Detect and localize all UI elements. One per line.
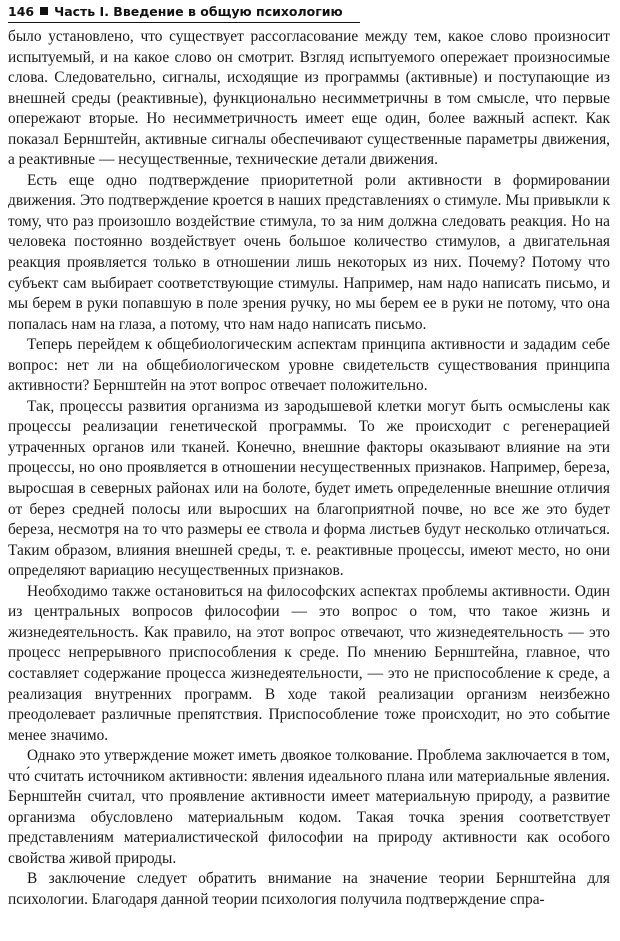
paragraph: Теперь перейдем к общебиологическим аспектам принципа активности и зададим себе вопрос: нет ли на общебиологическом уровне свидетельств существования принципа активности? Бернштейн на этот вопрос отвечает положительно. <box>8 336 610 395</box>
square-bullet-icon <box>40 7 48 15</box>
body-text <box>8 27 610 911</box>
chapter-title: Часть I. Введение в общую психологию <box>54 3 343 19</box>
paragraph: было установлено, что существует рассогласование между тем, какое слово произносит испытуемый, и на какое слово он смотрит. Взгляд испытуемого опережает произносимые слова. Следовательно, сигналы, исходящие из программы (активные) и поступающие из внешней среды (реактивные), функционально несимметричны в том смысле, что первые опережают вторые. Но несимметричность имеет еще один, более важный аспект. Как показал Бернштейн, активные сигналы обеспечивают существенные параметры движения, а реактивные — несущественные, технические детали движения. <box>8 28 610 169</box>
header-rule <box>8 22 360 23</box>
paragraph: Так, процессы развития организма из зародышевой клетки могут быть осмыслены как процессы реализации генетической программы. То же происходит с регенерацией утраченных органов или тканей. Конечно, внешние факторы оказывают влияние на эти процессы, но оно проявляется в отношении несущественных признаков. Например, береза, выросшая в северных районах или на болоте, будет иметь определенные внешние отличия от берез средней полосы или выросших на благоприятной почве, но все же это будет береза, несмотря на то что размеры ее ствола и форма листьев будут несколько отличаться. Таким образом, влияния внешней среды, т. е. реактивные процессы, имеют место, но они определяют вариацию несущественных признаков. <box>8 397 610 580</box>
paragraph: В заключение следует обратить внимание на значение теории Бернштейна для психологии. Благодаря данной теории психология получила подтверждение спра- <box>8 870 610 908</box>
page-number: 146 <box>8 3 35 19</box>
running-header <box>8 0 610 22</box>
paragraph: Однако это утверждение может иметь двоякое толкование. Проблема заключается в том, что́ считать источником активности: явления идеального плана или материальные явления. Бернштейн считал, что проявление активности имеет материальную природу, а развитие организма обусловлено материальным кодом. Такая точка зрения соответствует представлениям материалистической философии на природу активности как особого свойства живой природы. <box>8 747 610 867</box>
paragraph: Есть еще одно подтверждение приоритетной роли активности в формировании движения. Это подтверждение кроется в наших представлениях о стимуле. Мы привыкли к тому, что раз произошло воздействие стимула, то за ним должна следовать реакция. Но на человека постоянно воздействует очень большое количество стимулов, а двигательная реакция проявляется только в отношении лишь некоторых из них. Почему? Потому что субъект сам выбирает соответствующие стимулы. Например, нам надо написать письмо, и мы берем в руки попавшую в поле зрения ручку, но мы берем ее в руки не потому, что она попалась нам на глаза, а потому, что нам надо написать письмо. <box>8 171 610 333</box>
paragraph: Необходимо также остановиться на философских аспектах проблемы активности. Один из центральных вопросов философии — это вопрос о том, что такое жизнь и жизнедеятельность. Как правило, на этот вопрос отвечают, что жизнедеятельность — это процесс непрерывного приспособления к среде. По мнению Бернштейна, главное, что составляет содержание процесса жизнедеятельности, — это не приспособление к среде, а реализация внутренних программ. В ходе такой реализации организм неизбежно преодолевает различные препятствия. Приспособление тоже происходит, но это событие менее значимо. <box>8 582 610 744</box>
